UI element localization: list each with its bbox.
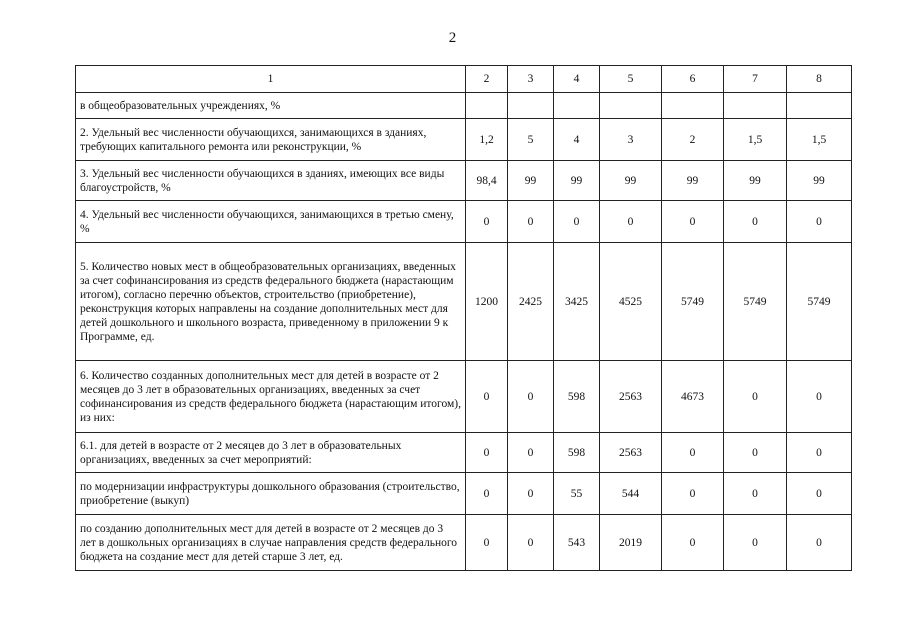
- cell-value: 0: [787, 201, 852, 243]
- table-row: [76, 433, 852, 473]
- row-label: 6.1. для детей в возрасте от 2 месяцев до 3 лет в образовательных организациях, введенных за счет мероприятий:: [76, 433, 466, 473]
- cell-value: 5749: [724, 243, 787, 361]
- column-header: 5: [600, 66, 662, 93]
- cell-value: 0: [466, 361, 508, 433]
- cell-value: 0: [508, 433, 554, 473]
- table-row: [76, 473, 852, 515]
- cell-value: 0: [466, 473, 508, 515]
- table-row: [76, 361, 852, 433]
- column-header: 2: [466, 66, 508, 93]
- cell-value: 0: [724, 201, 787, 243]
- column-header: 3: [508, 66, 554, 93]
- table-row: [76, 201, 852, 243]
- cell-value: 4: [554, 119, 600, 161]
- cell-value: 0: [787, 515, 852, 571]
- cell-value: [600, 93, 662, 119]
- cell-value: 543: [554, 515, 600, 571]
- cell-value: 0: [600, 201, 662, 243]
- cell-value: 4673: [662, 361, 724, 433]
- cell-value: 0: [508, 473, 554, 515]
- table-row: [76, 161, 852, 201]
- cell-value: 99: [554, 161, 600, 201]
- cell-value: [724, 93, 787, 119]
- column-header: 6: [662, 66, 724, 93]
- column-header: 8: [787, 66, 852, 93]
- row-label: 2. Удельный вес численности обучающихся, занимающихся в зданиях, требующих капитального ремонта или реконструкции, %: [76, 119, 466, 161]
- cell-value: 99: [662, 161, 724, 201]
- column-header: 7: [724, 66, 787, 93]
- cell-value: 99: [508, 161, 554, 201]
- cell-value: 1,5: [724, 119, 787, 161]
- row-label: 6. Количество созданных дополнительных мест для детей в возрасте от 2 месяцев до 3 лет в образовательных организациях, введенных за счет софинансирования из средств федерального бюджета (нарастающим итогом), из них:: [76, 361, 466, 433]
- cell-value: 1,2: [466, 119, 508, 161]
- row-label: 5. Количество новых мест в общеобразовательных организациях, введенных за счет софинансирования из средств федерального бюджета (нарастающим итогом), согласно перечню объектов, строительство (приобретение), реконструкция которых направлены на создание дополнительных мест для детей дошкольного и школьного возраста, приведенному в приложении 9 к Программе, ед.: [76, 243, 466, 361]
- row-label: по модернизации инфраструктуры дошкольного образования (строительство, приобретение (выкуп): [76, 473, 466, 515]
- cell-value: 0: [787, 473, 852, 515]
- cell-value: 5749: [662, 243, 724, 361]
- table-row: [76, 93, 852, 119]
- cell-value: 0: [724, 361, 787, 433]
- cell-value: 1200: [466, 243, 508, 361]
- cell-value: [466, 93, 508, 119]
- row-label: 4. Удельный вес численности обучающихся, занимающихся в третью смену, %: [76, 201, 466, 243]
- cell-value: 4525: [600, 243, 662, 361]
- cell-value: [508, 93, 554, 119]
- cell-value: 2425: [508, 243, 554, 361]
- row-label: 3. Удельный вес численности обучающихся в зданиях, имеющих все виды благоустройств, %: [76, 161, 466, 201]
- cell-value: 1,5: [787, 119, 852, 161]
- cell-value: 0: [508, 515, 554, 571]
- table-row: [76, 243, 852, 361]
- cell-value: 3425: [554, 243, 600, 361]
- cell-value: 2: [662, 119, 724, 161]
- cell-value: 99: [724, 161, 787, 201]
- cell-value: [787, 93, 852, 119]
- cell-value: 0: [662, 201, 724, 243]
- table-row: [76, 119, 852, 161]
- table-row: [76, 515, 852, 571]
- cell-value: [554, 93, 600, 119]
- page-number: 2: [448, 30, 457, 46]
- cell-value: 5749: [787, 243, 852, 361]
- cell-value: 0: [508, 361, 554, 433]
- cell-value: 2563: [600, 361, 662, 433]
- cell-value: [662, 93, 724, 119]
- cell-value: 98,4: [466, 161, 508, 201]
- cell-value: 0: [787, 361, 852, 433]
- cell-value: 0: [662, 515, 724, 571]
- cell-value: 99: [600, 161, 662, 201]
- cell-value: 0: [466, 201, 508, 243]
- cell-value: 2563: [600, 433, 662, 473]
- cell-value: 0: [466, 433, 508, 473]
- cell-value: 0: [724, 433, 787, 473]
- cell-value: 544: [600, 473, 662, 515]
- cell-value: 598: [554, 433, 600, 473]
- cell-value: 2019: [600, 515, 662, 571]
- cell-value: 55: [554, 473, 600, 515]
- cell-value: 99: [787, 161, 852, 201]
- table-header-row: [76, 66, 852, 93]
- cell-value: 0: [466, 515, 508, 571]
- cell-value: 5: [508, 119, 554, 161]
- cell-value: 0: [508, 201, 554, 243]
- cell-value: 598: [554, 361, 600, 433]
- cell-value: 3: [600, 119, 662, 161]
- indicator-table: [75, 65, 852, 571]
- cell-value: 0: [724, 473, 787, 515]
- cell-value: 0: [787, 433, 852, 473]
- row-label: по созданию дополнительных мест для детей в возрасте от 2 месяцев до 3 лет в дошкольных организациях в случае направления средств федерального бюджета на создание мест для детей старше 3 лет, ед.: [76, 515, 466, 571]
- cell-value: 0: [554, 201, 600, 243]
- column-header: 1: [76, 66, 466, 93]
- column-header: 4: [554, 66, 600, 93]
- cell-value: 0: [662, 473, 724, 515]
- row-label: в общеобразовательных учреждениях, %: [76, 93, 466, 119]
- cell-value: 0: [724, 515, 787, 571]
- cell-value: 0: [662, 433, 724, 473]
